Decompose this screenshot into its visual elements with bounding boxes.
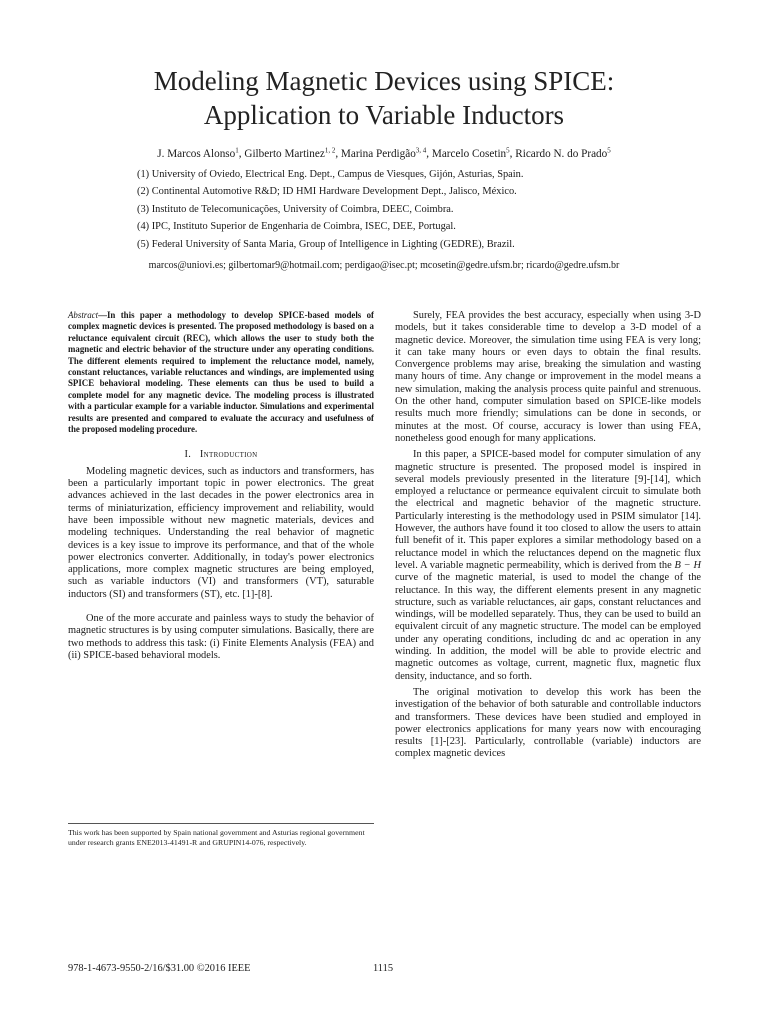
abstract-body: —In this paper a methodology to develop SPICE-based models of complex magnetic devices is presented. The proposed methodology is based on a reluctance equivalent circuit (REC), which allows the user to study both the magnetic and electric behavior of the structure under any operating conditions. The different elements required to implement the reluctance model, namely, constant reluctances, variable reluctances and windings, are implemented using SPICE behavioral modeling. These elements can thus be used to build a complete model for any magnetic device. The modeling process is illustrated with a particular example for a variable inductor. Simulations and experimental results are presented and compared to evaluate the accuracy and usefulness of the proposed modeling procedure.: [68, 310, 374, 435]
funding-footnote: This work has been supported by Spain national government and Asturias regional government under research grants ENE2013-41491-R and GRUPIN14-076, respectively.: [68, 828, 365, 848]
title-line-2: Application to Variable Inductors: [203, 100, 565, 130]
body-paragraph: In this paper, a SPICE-based model for computer simulation of any magnetic structure is presented. The proposed model is inspired in several models previously presented in the literature [9]-[14], which employed a reluctance or permeance equivalent circuit to simulate both the electrical and magnetic behavior of the magnetic structure. Particularly interesting is the methodology used in PSIM simulator [14]. However, the authors have found it too closed to allow the users to attain full benefit of it. This paper explores a similar methodology based on a reluctance model in which the reluctances depend on the magnetic flux level. A variable magnetic permeability, which is derived from the B − H curve of the magnetic material, is used to model the change of the reluctance. In this way, the different elements present in any magnetic structure, such as variable reluctances, air gaps, constant reluctances and windings, will be modelled separately. Thus, they can be used to build an equivalent circuit of any magnetic structure. The model can be employed under any operating conditions, including dc and ac operation in any winding. In addition, the model will be able to provide electric and magnetic outcomes as voltage, current, magnetic flux, magnetic flux density, inductance, and so forth.: [395, 449, 701, 682]
right-column: [395, 310, 701, 765]
title-line-1: Modeling Magnetic Devices using SPICE:: [153, 66, 615, 96]
affiliation: (5) Federal University of Santa Maria, Group of Intelligence in Lighting (GEDRE), Brazil.: [137, 238, 515, 250]
author-list: J. Marcos Alonso$^1$, Gilberto Martinez$^{1, 2}$, Marina Perdigão$^{3, 4}$, Marcelo Cosetin$^5$, Ricardo N. do Prado$^5$: [157, 146, 611, 160]
paper-title: [40, 64, 728, 132]
author: J. Marcos Alonso$^1$: [157, 146, 239, 160]
affiliation: (2) Continental Automotive R&D; ID HMI Hardware Development Dept., Jalisco, México.: [137, 186, 517, 198]
author: Ricardo N. do Prado$^5$: [515, 146, 611, 160]
section-heading-introduction: I. Introduction: [184, 449, 258, 461]
affiliation: (4) IPC, Instituto Superior de Engenharia de Coimbra, ISEC, DEE, Portugal.: [137, 221, 456, 233]
left-column: [68, 310, 374, 674]
body-paragraph: One of the more accurate and painless ways to study the behavior of magnetic structures is by using computer simulations. Basically, there are two methods to address this task: (i) Finite Elements Analysis (FEA) and (ii) SPICE-based behavioral models.: [68, 613, 374, 661]
author: Marina Perdigão$^{3, 4}$: [340, 146, 427, 160]
body-paragraph: Surely, FEA provides the best accuracy, especially when using 3-D models, but it takes considerable time to develop a 3-D model of a magnetic device. Moreover, the simulation time using FEA is very long; it can take many hours or even days to obtain the final results. Convergence problems may arise, breaking the simulation and wasting many hours of time. Any change or improvement in the model means a new simulation, making the analysis process quite painful and strenuous. On the other hand, computer simulation based on SPICE-like models results much more friendly; simulations can be done in seconds, or minutes at the most. Of course, accuracy is lower than using FEA, nonetheless good enough for many applications.: [395, 310, 701, 444]
affiliation-list: [137, 166, 697, 253]
footnote-divider: [68, 823, 374, 824]
abstract-label: Abstract: [68, 310, 99, 320]
body-paragraph: The original motivation to develop this work has been the investigation of the behavior of both saturable and controllable inductors and transformers. These devices have been studied and employed in power electronics applications for many years now with encouraging results [1]-[23]. Particularly, controllable (variable) inductors are complex magnetic devices: [395, 686, 701, 760]
page-number: 1115: [373, 963, 394, 974]
affiliation: (3) Instituto de Telecomunicações, University of Coimbra, DEEC, Coimbra.: [137, 203, 454, 215]
copyright-isbn: 978-1-4673-9550-2/16/$31.00 ©2016 IEEE: [68, 963, 251, 974]
affiliation: (1) University of Oviedo, Electrical Eng. Dept., Campus de Viesques, Gijón, Asturias, Spain.: [137, 169, 524, 180]
bh-curve-symbol: B − H: [674, 559, 701, 571]
author-emails: marcos@uniovi.es; gilbertomar9@hotmail.com; perdigao@isec.pt; mcosetin@gedre.ufsm.br; ricardo@gedre.ufsm.br: [148, 260, 620, 271]
author: Gilberto Martinez$^{1, 2}$: [244, 146, 336, 160]
body-paragraph: Modeling magnetic devices, such as inductors and transformers, has been a particularly important topic in power electronics. The great advances achieved in the last decades in the power electronics area in terms of miniaturization, efficiency improvement and reliability, would have been impossible without new magnetic materials, devices and modeling techniques. Understanding the real behavior of magnetic devices is a key issue to improve its performance, and that of the whole power electronics converter. Additionally, in today's power electronics applications, more complex magnetic structures are being employed, such as variable inductors (VI) and transformers (VT), saturable inductors (SI) and transformers (ST), etc. [1]-[8].: [68, 465, 374, 600]
abstract: [68, 310, 374, 435]
author: Marcelo Cosetin$^5$: [431, 146, 510, 160]
